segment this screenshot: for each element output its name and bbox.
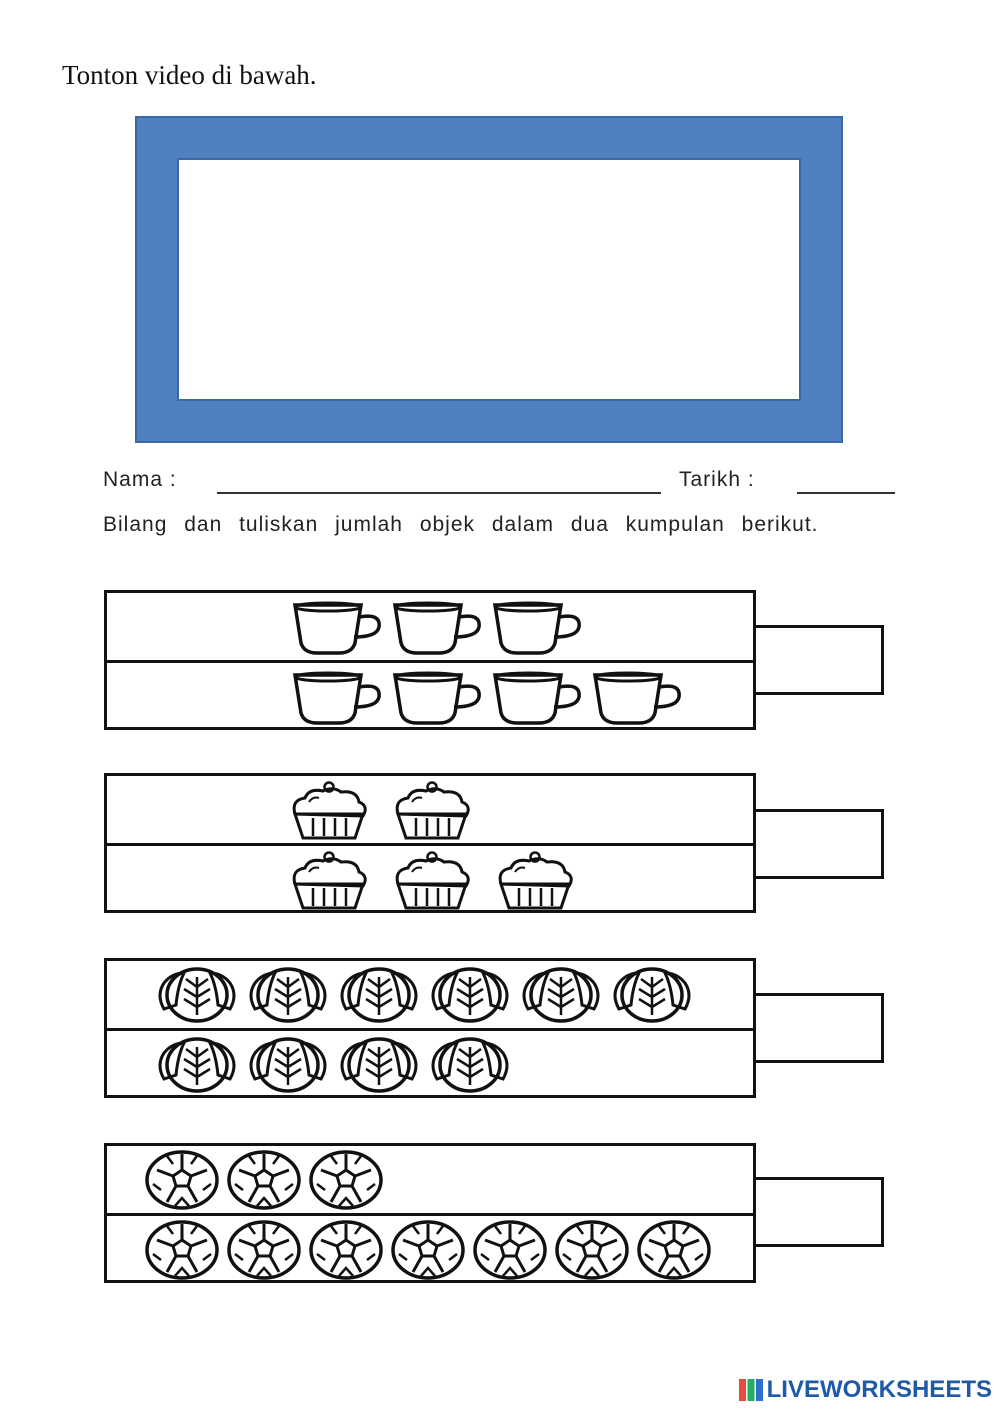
group-cupcakes [104,773,756,913]
form-row [103,468,903,498]
soccer-ball-icon [391,1220,465,1280]
soccer-ball-icon [637,1220,711,1280]
soccer-ball-icon [145,1150,219,1210]
soccer-ball-icon [309,1150,383,1210]
group-row-bottom [107,1216,753,1283]
date-label: Tarikh : [679,468,755,491]
group-row-top [107,961,753,1028]
cabbage-icon [245,1035,331,1095]
answer-box[interactable] [754,625,884,695]
cabbage-icon [518,965,604,1025]
cupcake-icon [289,780,371,842]
soccer-ball-icon [145,1220,219,1280]
soccer-ball-icon [555,1220,629,1280]
cup-icon [389,667,484,727]
cup-icon [289,597,384,657]
cabbage-icon [336,965,422,1025]
answer-box[interactable] [754,1177,884,1247]
group-cups [104,590,756,730]
name-field[interactable] [217,492,661,494]
group-row-bottom [107,1031,753,1098]
liveworksheets-logo-icon [738,1377,764,1403]
cup-icon [489,597,584,657]
date-field[interactable] [797,492,895,494]
soccer-ball-icon [473,1220,547,1280]
cupcake-icon [392,780,474,842]
cabbage-icon [427,965,513,1025]
liveworksheets-logo [738,1373,992,1407]
cup-icon [489,667,584,727]
cup-icon [389,597,484,657]
answer-box[interactable] [754,809,884,879]
soccer-ball-icon [227,1150,301,1210]
soccer-ball-icon [309,1220,383,1280]
group-row-bottom [107,663,753,730]
soccer-ball-icon [227,1220,301,1280]
cabbage-icon [609,965,695,1025]
cup-icon [589,667,684,727]
cabbage-icon [336,1035,422,1095]
group-cabbages [104,958,756,1098]
instruction-text: Tonton video di bawah. [62,60,317,90]
group-row-top [107,593,753,660]
cupcake-icon [495,850,577,912]
video-placeholder[interactable] [177,158,801,401]
group-row-bottom [107,846,753,913]
question-text: Bilang dan tuliskan jumlah objek dalam dua kumpulan berikut. [103,513,819,536]
cabbage-icon [245,965,331,1025]
answer-box[interactable] [754,993,884,1063]
video-frame[interactable] [135,116,843,443]
group-row-top [107,1146,753,1213]
cupcake-icon [289,850,371,912]
group-balls [104,1143,756,1283]
group-row-top [107,776,753,843]
cupcake-icon [392,850,474,912]
cabbage-icon [427,1035,513,1095]
liveworksheets-brand: LIVEWORKSHEETS [766,1376,992,1403]
cup-icon [289,667,384,727]
cabbage-icon [154,965,240,1025]
cabbage-icon [154,1035,240,1095]
name-label: Nama : [103,468,177,491]
